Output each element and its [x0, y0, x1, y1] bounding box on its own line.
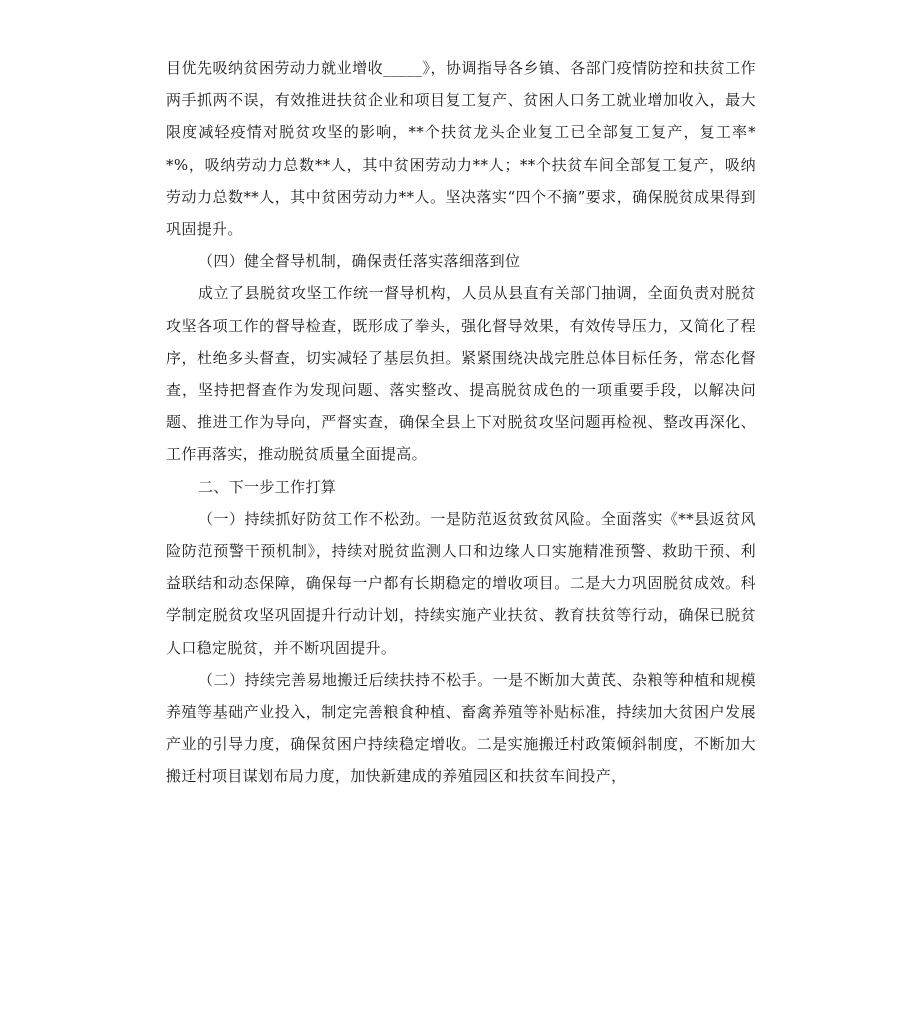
section-heading-supervision: （四）健全督导机制，确保责任落实落细落到位: [198, 252, 521, 271]
paragraph-continuation: 目优先吸纳贫困劳动力就业增收_____》，协调指导各乡镇、各部门疫情防控和扶贫工作两手抓两不误，有效推进扶贫企业和项目复工复产、贫困人口务工就业增加收入，最大限度减轻疫情对脱贫攻坚的影响，**个扶贫龙头企业复工已全部复工复产，复工率**%，吸纳劳动力总数**人，其中贫困劳动力**人；**个扶贫车间全部复工复产，吸纳劳动力总数**人，其中贫困劳动力**人。坚决落实“四个不摘”要求，确保脱贫成果得到巩固提升。: [166, 59, 756, 239]
section-heading-next-steps: 二、下一步工作打算: [198, 477, 337, 496]
paragraph-poverty-prevention: （一）持续抓好防贫工作不松劲。一是防范返贫致贫风险。全面落实《**县返贫风险防范预警干预机制》，持续对脱贫监测人口和边缘人口实施精准预警、救助干预、利益联结和动态保障，确保每一户都有长期稳定的增收项目。二是大力巩固脱贫成效。科学制定脱贫攻坚巩固提升行动计划，持续实施产业扶贫、教育扶贫等行动，确保已脱贫人口稳定脱贫，并不断巩固提升。: [166, 509, 756, 657]
paragraph-relocation-support: （二）持续完善易地搬迁后续扶持不松手。一是不断加大黄芪、杂粮等种植和规模养殖等基础产业投入，制定完善粮食种植、畜禽养殖等补贴标准，持续加大贫困户发展产业的引导力度，确保贫困户持续稳定增收。二是实施搬迁村政策倾斜制度，不断加大搬迁村项目谋划布局力度，加快新建成的养殖园区和扶贫车间投产，: [166, 670, 756, 786]
paragraph-supervision: 成立了县脱贫攻坚工作统一督导机构，人员从县直有关部门抽调，全面负责对脱贫攻坚各项工作的督导检查，既形成了拳头，强化督导效果，有效传导压力，又简化了程序，杜绝多头督查，切实减轻了基层负担。紧紧围绕决战完胜总体目标任务，常态化督查，坚持把督查作为发现问题、落实整改、提高脱贫成色的一项重要手段，以解决问题、推进工作为导向，严督实查，确保全县上下对脱贫攻坚问题再检视、整改再深化、工作再落实，推动脱贫质量全面提高。: [166, 284, 756, 464]
document-page: [166, 52, 756, 793]
